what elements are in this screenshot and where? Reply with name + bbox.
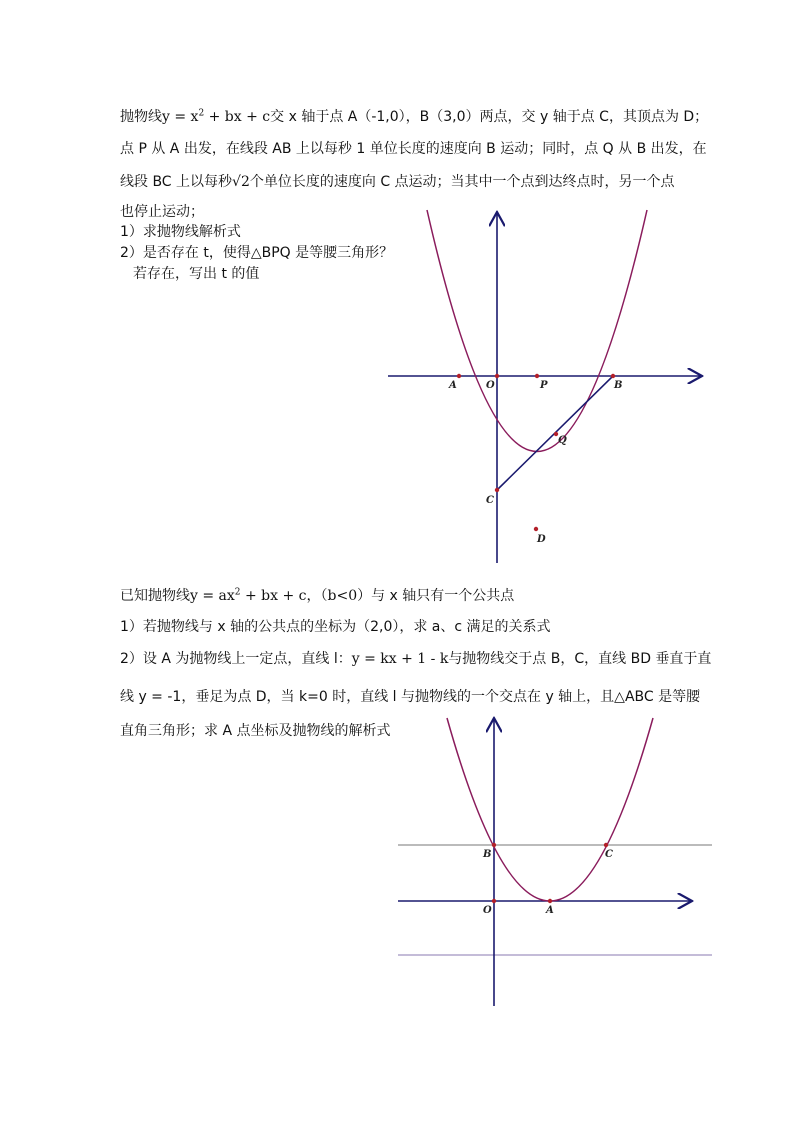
figure-2 [398, 718, 712, 1006]
fig1-label-d: D [537, 534, 546, 545]
fig1-point-o [495, 374, 499, 378]
p1-line3: 线段 BC 上以每秒√2个单位长度的速度向 C 点运动；当其中一个点到达终点时，另一个点 [120, 174, 675, 190]
fig1-point-b [611, 374, 615, 378]
fig1-label-c: C [486, 495, 494, 506]
fig2-point-b [492, 843, 496, 847]
fig2-label-b: B [483, 849, 492, 860]
p1-question2-cont: 若存在，写出 t 的值 [133, 266, 260, 282]
p2-question2: 2）设 A 为抛物线上一定点，直线 l：y = kx + 1 - k与抛物线交于点 B，C，直线 BD 垂直于直 [120, 651, 712, 667]
fig1-label-a: A [449, 380, 457, 391]
fig2-label-c: C [605, 849, 613, 860]
fig2-point-c [604, 843, 608, 847]
fig1-point-p [535, 374, 539, 378]
fig1-label-q: Q [558, 435, 567, 446]
fig2-point-o [492, 899, 496, 903]
fig1-point-d [534, 527, 538, 531]
p1-line4: 也停止运动； [120, 204, 204, 220]
fig1-parabola [427, 210, 647, 452]
p2-equation: $y = ax^2$ + bx + c [190, 587, 307, 604]
p1-line1: 抛物线$y = x^2$ + bx + c交 x 轴于点 A（-1,0），B（3,0）两点，交 y 轴于点 C，其顶点为 D； [120, 108, 709, 125]
p2-question2-cont: 线 y = -1，垂足为点 D，当 k=0 时，直线 l 与抛物线的一个交点在 y 轴上，且△ABC 是等腰 [120, 689, 701, 705]
p1-line2: 点 P 从 A 出发，在线段 AB 上以每秒 1 单位长度的速度向 B 运动；同时，点 Q 从 B 出发，在 [120, 141, 707, 157]
fig1-label-b: B [614, 380, 623, 391]
fig1-point-c [495, 488, 499, 492]
figure-1 [388, 210, 702, 563]
fig2-parabola [447, 718, 653, 901]
p2-question2-end: 直角三角形；求 A 点坐标及抛物线的解析式 [120, 723, 391, 739]
p2-line1: 已知抛物线$y = ax^2$ + bx + c，（b<0）与 x 轴只有一个公共点 [120, 587, 515, 604]
fig1-label-p: P [540, 380, 548, 391]
p2-question1: 1）若抛物线与 x 轴的公共点的坐标为（2,0），求 a、c 满足的关系式 [120, 619, 551, 635]
fig1-point-a [457, 374, 461, 378]
p1-equation: $y = x^2$ + bx + c [162, 108, 271, 125]
p1-question2: 2）是否存在 t，使得△BPQ 是等腰三角形？ [120, 245, 394, 261]
fig1-label-o: O [486, 380, 495, 391]
fig2-label-a: A [546, 905, 554, 916]
p1-question1: 1）求抛物线解析式 [120, 224, 241, 240]
line-l-equation: y = kx + 1 - k [351, 651, 449, 667]
sqrt2: √2 [232, 174, 250, 190]
fig2-point-a [548, 899, 552, 903]
fig2-label-o: O [483, 905, 492, 916]
